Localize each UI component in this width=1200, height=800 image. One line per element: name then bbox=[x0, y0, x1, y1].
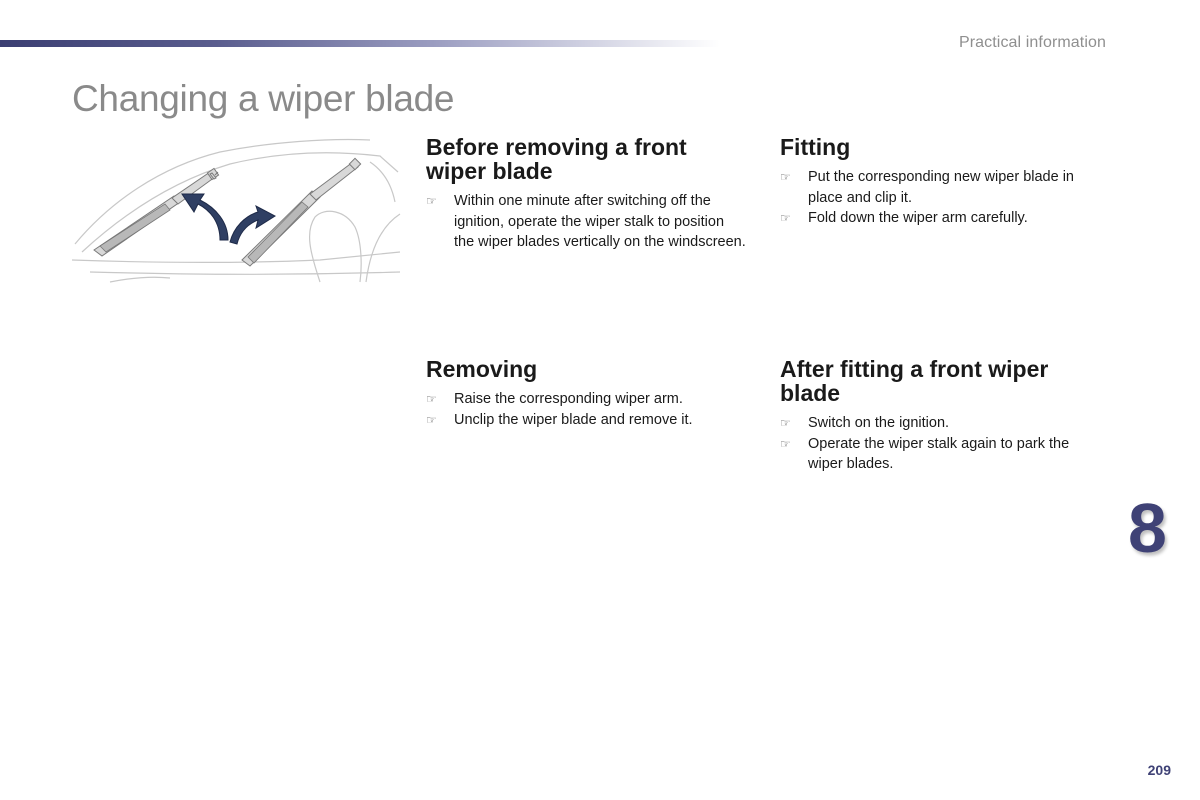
pointing-hand-icon: ☞ bbox=[426, 412, 437, 427]
pointing-hand-icon: ☞ bbox=[780, 211, 791, 225]
section-heading: Removing bbox=[426, 356, 538, 382]
wiper-illustration bbox=[70, 132, 402, 284]
list-item: ☞ Raise the corresponding wiper arm. bbox=[426, 389, 746, 410]
list-item: ☞ Fold down the wiper arm carefully. bbox=[780, 208, 1100, 229]
chapter-number: 8 bbox=[1128, 489, 1167, 567]
page-title: Changing a wiper blade bbox=[72, 78, 455, 119]
list-item: ☞ Within one minute after switching off the ignition, operate the wiper stalk to position the wiper blades vertically on the windscreen. bbox=[426, 193, 746, 250]
pointing-hand-icon: ☞ bbox=[426, 392, 437, 406]
section-after-fitting bbox=[780, 357, 1100, 475]
list-item: ☞ Switch on the ignition. bbox=[780, 413, 1100, 434]
pointing-hand-icon: ☞ bbox=[780, 416, 791, 430]
section-heading: Before removing a front wiper blade bbox=[426, 134, 687, 184]
pointing-hand-icon: ☞ bbox=[780, 436, 791, 451]
section-fitting bbox=[780, 135, 1100, 229]
section-label: Practical information bbox=[958, 34, 1106, 51]
page-number: 209 bbox=[1147, 762, 1171, 778]
header-accent-bar bbox=[0, 40, 720, 47]
pointing-hand-icon: ☞ bbox=[426, 194, 437, 208]
raise-arrow-left-icon bbox=[182, 194, 228, 240]
list-item: ☞ Put the corresponding new wiper blade in place and clip it. bbox=[780, 169, 1074, 206]
pointing-hand-icon: ☞ bbox=[780, 170, 791, 184]
section-heading: Fitting bbox=[780, 134, 851, 160]
section-before-removing bbox=[426, 135, 746, 253]
section-removing bbox=[426, 357, 746, 430]
list-item: ☞ Operate the wiper stalk again to park the wiper blades. bbox=[780, 435, 1070, 472]
section-heading: After fitting a front wiper blade bbox=[780, 356, 1049, 406]
list-item: ☞ Unclip the wiper blade and remove it. bbox=[426, 410, 746, 431]
